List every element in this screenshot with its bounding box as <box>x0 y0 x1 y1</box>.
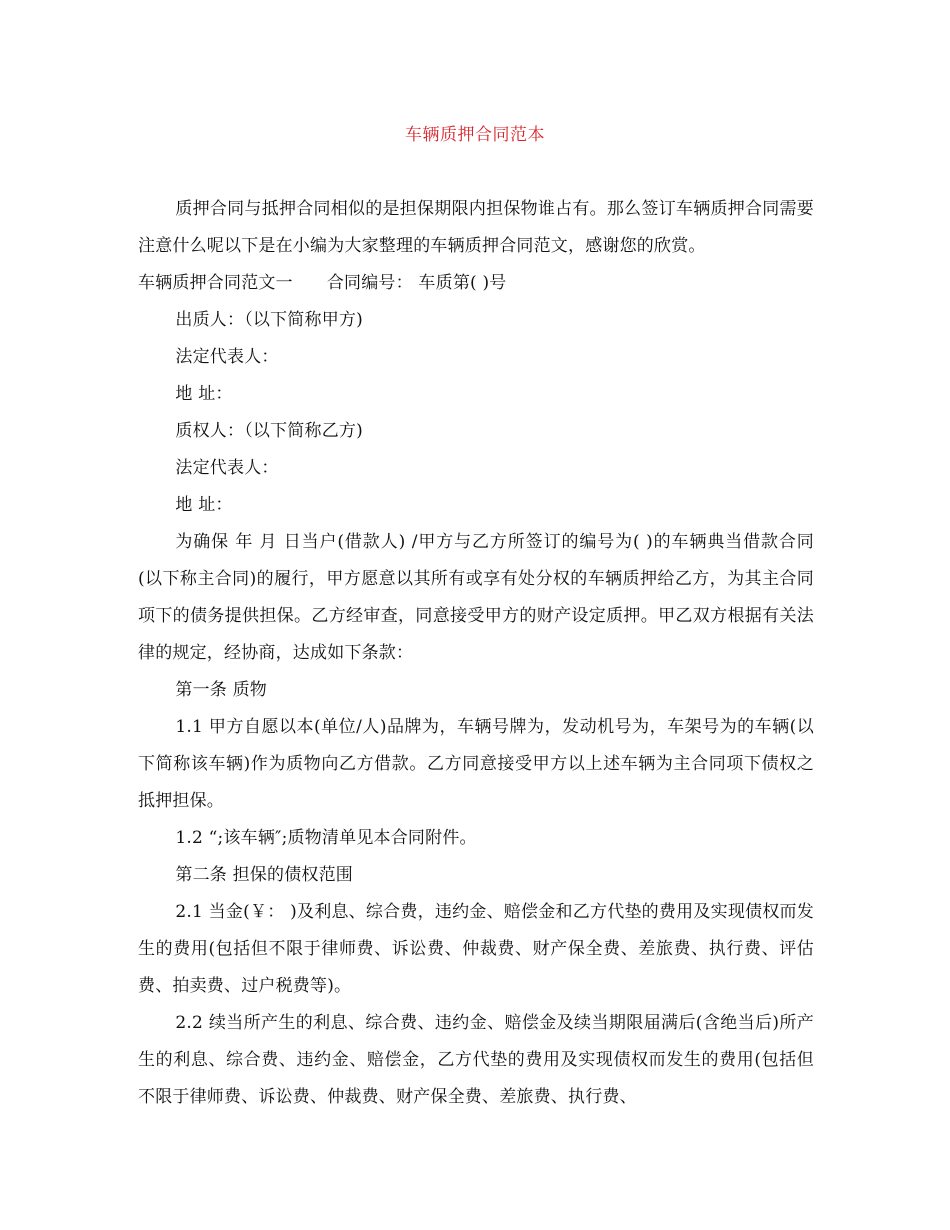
article-2-1-paragraph: 2.1 当金(￥： )及利息、综合费，违约金、赔偿金和乙方代垫的费用及实现债权而发生的费用(包括但不限于律师费、诉讼费、仲裁费、财产保全费、差旅费、执行费、评估费、拍卖费、过户税费等)。 <box>138 902 814 996</box>
document-body <box>138 191 814 1116</box>
pledgor-address-line: 地 址： <box>175 384 233 404</box>
pledgee-line: 质权人：（以下简称乙方) <box>175 421 363 441</box>
pledgor-line: 出质人：（以下简称甲方) <box>175 310 363 330</box>
article-1-title: 第一条 质物 <box>175 680 267 700</box>
article-2-2-paragraph: 2.2 续当所产生的利息、综合费、违约金、赔偿金及续当期限届满后(含绝当后)所产生的利息、综合费、违约金、赔偿金，乙方代垫的费用及实现债权而发生的费用(包括但不限于律师费、诉讼费、仲裁费、财产保全费、差旅费、执行费、 <box>138 1013 814 1107</box>
contract-number: 合同编号： 车质第( )号 <box>326 273 507 293</box>
preamble-paragraph: 为确保 年 月 日当户(借款人) /甲方与乙方所签订的编号为( )的车辆典当借款合同 (以下称主合同)的履行，甲方愿意以其所有或享有处分权的车辆质押给乙方，为其主合同项下的债务提供担保。乙方经审查，同意接受甲方的财产设定质押。甲乙双方根据有关法律的规定，经协商，达成如下条款： <box>138 532 814 663</box>
intro-paragraph: 质押合同与抵押合同相似的是担保期限内担保物谁占有。那么签订车辆质押合同需要注意什么呢以下是在小编为大家整理的车辆质押合同范文，感谢您的欣赏。 <box>138 199 814 256</box>
article-1-2-paragraph: 1.2 “;该车辆″;质物清单见本合同附件。 <box>175 828 477 848</box>
pledgor-representative-line: 法定代表人： <box>175 347 279 367</box>
pledgee-representative-line: 法定代表人： <box>175 458 279 478</box>
article-2-title: 第二条 担保的债权范围 <box>175 865 353 885</box>
pledgee-address-line: 地 址： <box>175 495 233 515</box>
document-title: 车辆质押合同范本 <box>405 125 545 145</box>
sample-heading-line <box>138 265 814 302</box>
article-1-1-paragraph: 1.1 甲方自愿以本(单位/人)品牌为，车辆号牌为，发动机号为，车架号为的车辆(以下简称该车辆)作为质物向乙方借款。乙方同意接受甲方以上述车辆为主合同项下债权之抵押担保。 <box>138 717 814 811</box>
sample-heading: 车辆质押合同范文一 <box>138 273 293 293</box>
